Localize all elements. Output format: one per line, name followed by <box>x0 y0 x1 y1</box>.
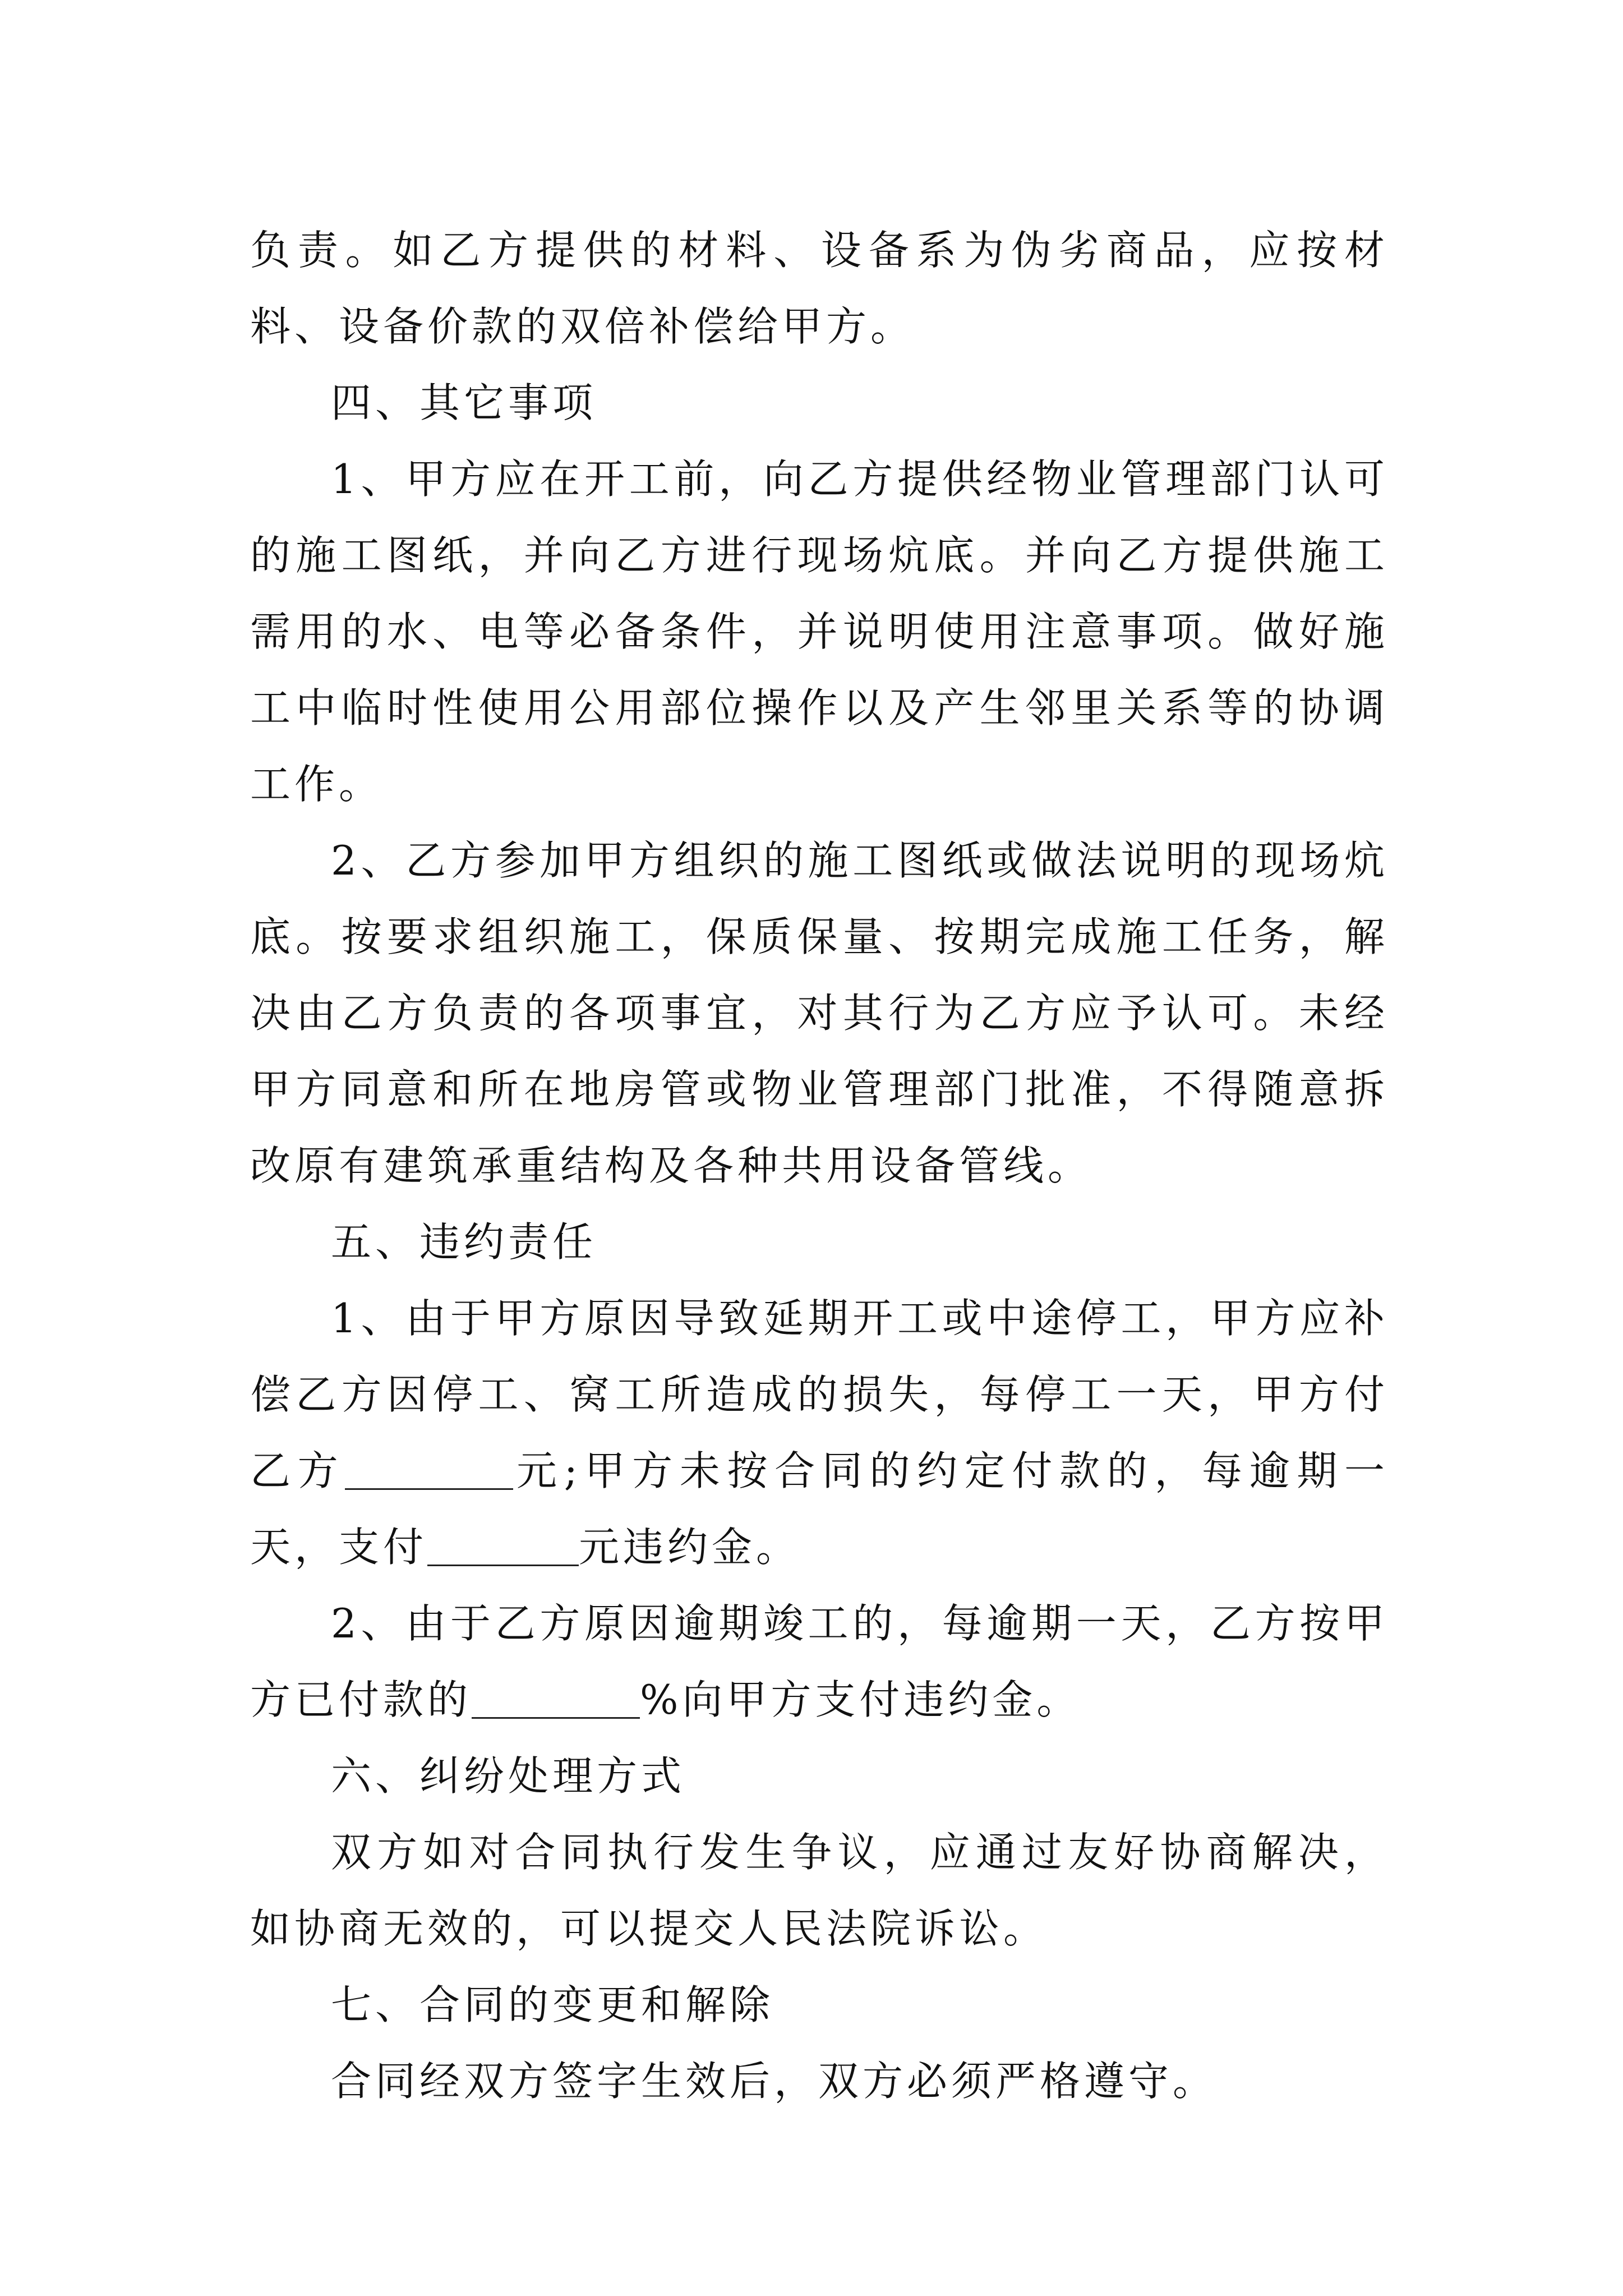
section-4-item-2: 2、乙方参加甲方组织的施工图纸或做法说明的现场炕底。按要求组织施工，保质保量、按期完成施工任务，解决由乙方负责的各项事宜，对其行为乙方应予认可。未经甲方同意和所在地房管或物业管理部门批准，不得随意拆改原有建筑承重结构及各种共用设备管线。 <box>250 837 1389 1189</box>
section-4-item-1: 1、甲方应在开工前，向乙方提供经物业管理部门认可的施工图纸，并向乙方进行现场炕底。并向乙方提供施工需用的水、电等必备条件，并说明使用注意事项。做好施工中临时性使用公用部位操作以及产生邻里关系等的协调工作。 <box>250 455 1389 808</box>
document-body <box>250 212 1389 2119</box>
section-5-item-2-text-b: %向甲方支付违约金。 <box>640 1676 1081 1723</box>
continuation-paragraph: 负责。如乙方提供的材料、设备系为伪劣商品，应按材料、设备价款的双倍补偿给甲方。 <box>250 227 1389 350</box>
section-5-item-2 <box>250 1585 1389 1738</box>
section-5-heading: 五、违约责任 <box>331 1218 597 1266</box>
section-4-heading: 四、其它事项 <box>331 379 597 426</box>
penalty-percent-blank <box>472 1677 640 1719</box>
section-7-body: 合同经双方签字生效后，双方必须严格遵守。 <box>331 2058 1218 2105</box>
section-7-heading: 七、合同的变更和解除 <box>331 1981 774 2028</box>
section-5-item-2-text-a: 2、由于乙方原因逾期竣工的，每逾期一天，乙方按甲方已付款的 <box>250 1600 1389 1723</box>
section-5-item-1-text-c: 元违约金。 <box>579 1524 801 1571</box>
penalty-amount-blank <box>427 1524 579 1566</box>
compensation-amount-blank <box>345 1448 513 1490</box>
section-6-body: 双方如对合同执行发生争议，应通过友好协商解决，如协商无效的，可以提交人民法院诉讼。 <box>250 1829 1389 1952</box>
section-6-heading: 六、纠纷处理方式 <box>331 1752 686 1800</box>
section-5-item-1 <box>250 1280 1389 1585</box>
section-5-item-1-text-a: 1、由于甲方原因导致延期开工或中途停工，甲方应补偿乙方因停工、窝工所造成的损失，每停工一天，甲方付乙方 <box>250 1295 1389 1494</box>
section-5-item-1-text-b: 元;甲方未按合同的约定付款的，每逾期一天，支付 <box>250 1447 1389 1571</box>
